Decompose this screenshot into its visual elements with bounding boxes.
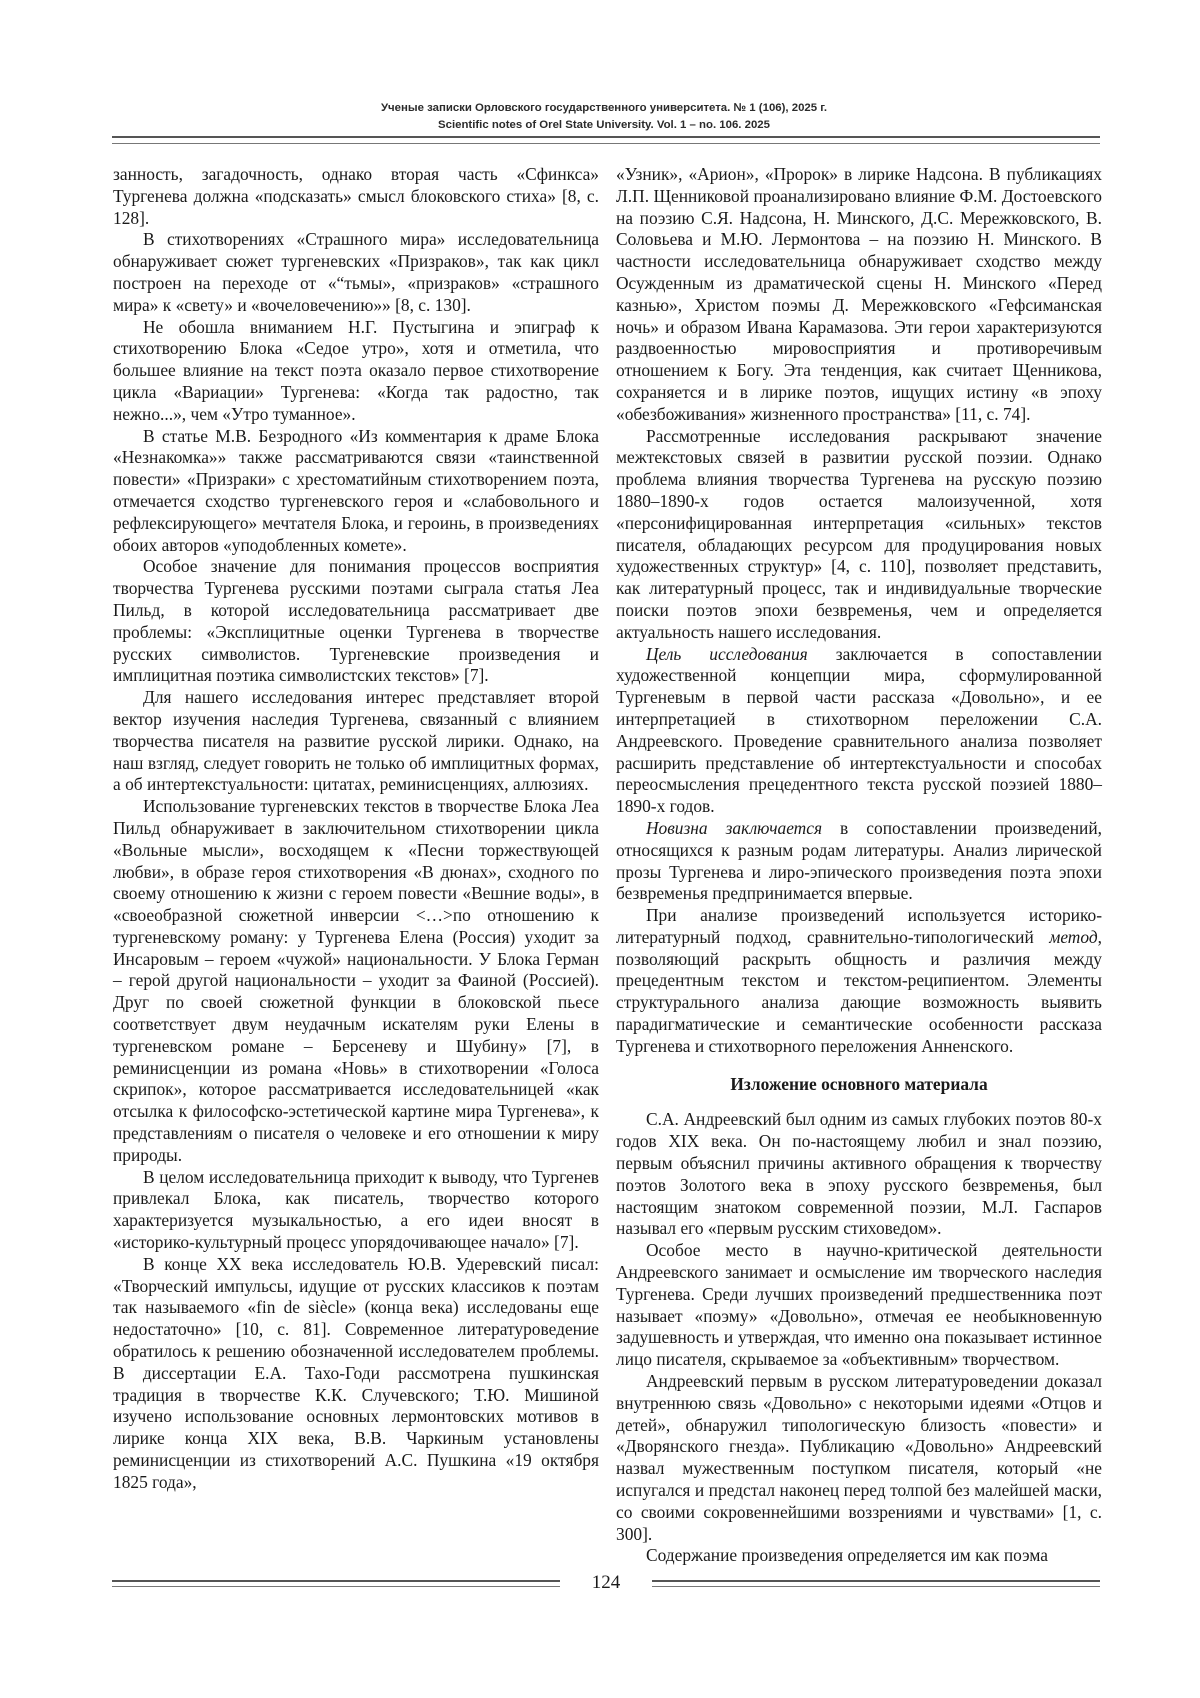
paragraph: С.А. Андреевский был одним из самых глубоких поэтов 80-х годов XIX века. Он по-настоящему любил и знал поэзию, первым объяснил причины активного обращения к творчеству поэтов Золотого века в эпоху русского безвременья, был настоящим знатоком современной поэзии, М.Л. Гаспаров называл его «первым русским стиховедом». — [616, 1109, 1102, 1239]
paragraph-text: заключается в сопоставлении художественной концепции мира, сформулированной Тургеневым в первой части рассказа «Довольно», и ее интерпретацией в стихотворном переложении С.А. Андреевского. Проведение сравнительного анализа позволяет расширить представление об интертекстуальности и способах переосмысления прецедентного текста русской поэзией 1880–1890-х годов. — [616, 643, 1102, 817]
paragraph: Особое место в научно-критической деятельности Андреевского занимает и осмысление им творческого наследия Тургенева. Среди лучших произведений предшественника поэт называет «поэму» «Довольно», отмечая ее необыкновенную задушевность и утверждая, что именно она показывает истинное лицо писателя, скрываемое за «объективным» творчеством. — [616, 1240, 1102, 1370]
paragraph: Рассмотренные исследования раскрывают значение межтекстовых связей в развитии русской поэзии. Однако проблема влияния творчества Тургенева на русскую поэзию 1880–1890-х годов остается малоизученной, хотя «персонифицированная интерпретация «сильных» текстов писателя, обладающих ресурсом для продуцирования новых художественных структур» [4, с. 110], позволяет представить, как литературный процесс, так и индивидуальные творческие поиски поэтов эпохи безвременья, чем и определяется актуальность нашего исследования. — [616, 425, 1102, 642]
italic-term: метод — [1049, 926, 1098, 947]
italic-term: Цель исследования — [646, 643, 808, 664]
journal-header — [108, 100, 1100, 134]
paragraph: «Узник», «Арион», «Пророк» в лирике Надсона. В публикациях Л.П. Щенниковой проанализировано влияние Ф.М. Достоевского на поэзию С.Я. Надсона, Н. Минского, Д.С. Мережковского, В. Соловьева и М.Ю. Лермонтова – на поэзию Н. Минского. В частности исследовательница обнаруживает сходство между Осужденным из драматической сцены Н. Минского «Перед казнью», Христом поэмы Д. Мережковского «Гефсиманская ночь» и образом Ивана Карамазова. Эти герои характеризуются раздвоенностью мировосприятия и противоречивым отношением к Богу. Эта тенденция, как считает Щенникова, сохраняется и в лирике поэтов, ищущих истину «в эпоху «обезбоживания» жизненного пространства» [11, с. 74]. — [616, 164, 1102, 424]
paragraph: В целом исследовательница приходит к выводу, что Тургенев привлекал Блока, как писатель, творчество которого характеризуется музыкальностью, а его идеи вносят в «историко-культурный процесс упорядочивающее начало» [7]. — [113, 1166, 599, 1253]
journal-header-en: Scientific notes of Orel State University. Vol. 1 – no. 106. 2025 — [438, 119, 770, 131]
italic-term: Новизна заключается — [646, 817, 823, 838]
paragraph: Содержание произведения определяется им как поэма — [646, 1545, 1048, 1566]
paragraph-text: , позволяющий раскрыть общность и различия между прецедентным текстом и текстом-реципиентом. Элементы структурального анализа дающие возможность выявить парадигматические и семантические особенности рассказа Тургенева и стихотворного переложения Анненского. — [616, 926, 1102, 1056]
paragraph: В статье М.В. Безродного «Из комментария к драме Блока «Незнакомка»» также рассматриваются связи «таинственной повести» «Призраки» с хрестоматийным стихотворением поэта, отмечается сходство тургеневского героя и «слабовольного и рефлексирующего» мечтателя Блока, и героинь, в произведениях обоих авторов «уподобленных комете». — [113, 425, 599, 555]
page-number: 124 — [591, 1572, 621, 1593]
paragraph: В стихотворениях «Страшного мира» исследовательница обнаруживает сюжет тургеневских «Призраков», так как цикл построен на переходе от «“тьмы», «призраков» «страшного мира» к «свету» и «вочеловечению»» [8, с. 130]. — [113, 229, 599, 315]
paragraph-method — [616, 905, 1102, 1058]
paragraph: занность, загадочность, однако вторая часть «Сфинкса» Тургенева должна «подсказать» смысл блоковского стиха» [8, с. 128]. — [113, 164, 599, 228]
paragraph: Для нашего исследования интерес представляет второй вектор изучения наследия Тургенева, связанный с влиянием творчества писателя на развитие русской лирики. Однако, на наш взгляд, следует говорить не только об имплицитных формах, а об интертекстуальности: цитатах, реминисценциях, аллюзиях. — [113, 687, 599, 795]
paragraph: Использование тургеневских текстов в творчестве Блока Леа Пильд обнаруживает в заключительном стихотворении цикла «Вольные мысли», восходящем к «Песни торжествующей любви», в образе героя стихотворения «В дюнах», сходного по своему отношению к жизни с героем повести «Вешние воды», в «своеобразной сюжетной инверсии <…>по отношению к тургеневскому роману: у Тургенева Елена (Россия) уходит за Инсаровым – героем «чужой» национальности. У Блока Герман – герой другой национальности – уходит за Фаиной (Россией). Друг по своей сюжетной функции в блоковской пьесе соответствует двум неудачным искателям руки Елены в тургеневском романе – Берсеневу и Шубину» [7], в реминисценции из романа «Новь» в стихотворении «Голоса скрипок», которое рассматривается исследовательницей «как отсылка к философско-эстетической картине мира Тургенева», к представлениям о писателя о человеке и его отношении к миру природы. — [113, 796, 599, 1165]
paragraph: Особое значение для понимания процессов восприятия творчества Тургенева русскими поэтами сыграла статья Леа Пильд, в которой исследовательница рассматривает две проблемы: «Эксплицитные оценки Тургенева в творчестве русских символистов. Тургеневские произведения и имплицитная поэтика символистских текстов» [7]. — [113, 556, 599, 686]
left-column — [113, 164, 599, 1494]
paragraph: В конце XX века исследователь Ю.В. Удеревский писал: «Творческий импульсы, идущие от русских классиков к поэтам так называемого «fin de siècle» (конца века) исследованы еще недостаточно» [10, с. 81]. Современное литературоведение обратилось к решению обозначенной исследователем проблемы. В диссертации Е.А. Тахо-Годи рассмотрена пушкинская традиция в творчестве К.К. Случевского; Т.Ю. Мишиной изучено использование основных лермонтовских мотивов в лирике конца XIX века, В.В. Чаркиным установлены реминисценции из стихотворений А.С. Пушкина «19 октября 1825 года», — [113, 1253, 599, 1492]
paragraph-research-aim — [616, 644, 1102, 818]
right-column — [616, 164, 1102, 1567]
journal-header-ru: Ученые записки Орловского государственного университета. № 1 (106), 2025 г. — [380, 102, 828, 114]
paragraph-text: в сопоставлении произведений, относящихся к разным родам литературы. Анализ лирической прозы Тургенева и лиро-эпического произведения поэта эпохи безвременья предпринимается впервые. — [616, 817, 1102, 904]
paragraph: Не обошла вниманием Н.Г. Пустыгина и эпиграф к стихотворению Блока «Седое утро», хотя и отметила, что большее влияние на текст поэта оказало первое стихотворение цикла «Вариации» Тургенева: «Когда так радостно, так нежно...», чем «Утро туманное». — [113, 316, 599, 424]
footer-divider-left — [112, 1580, 560, 1587]
paragraph-text: При анализе произведений используется историко-литературный подход, сравнительно-типологический — [616, 905, 1102, 947]
header-divider — [112, 136, 1100, 144]
paragraph: Андреевский первым в русском литературоведении доказал внутреннюю связь «Довольно» с некоторыми идеями «Отцов и детей», обнаружил типологическую близость «повести» и «Дворянского гнезда». Публикацию «Довольно» Андреевский назвал мужественным поступком писателя, который «не испугался и предстал наконец перед толпой без малейшей маски, со своими сокровеннейшими воззрениями и чувствами» [1, с. 300]. — [616, 1371, 1102, 1544]
section-heading: Изложение основного материала — [730, 1073, 988, 1094]
paragraph-novelty — [616, 818, 1102, 905]
page-footer — [112, 1572, 1100, 1596]
footer-divider-right — [652, 1580, 1100, 1587]
